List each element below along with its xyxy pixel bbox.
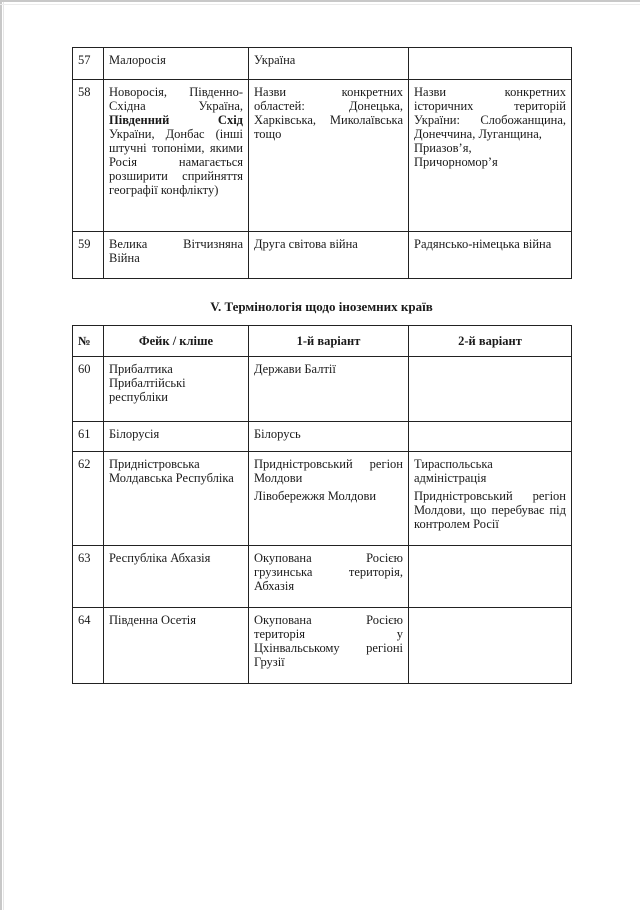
section-title: V. Термінологія щодо іноземних країв <box>210 299 433 314</box>
fake-cell: Малоросія <box>104 48 249 80</box>
table-row <box>73 546 572 608</box>
table-row <box>73 232 572 279</box>
column-header-number: № <box>73 326 104 357</box>
variant2-cell <box>409 608 572 684</box>
foreign-countries-terminology-table <box>72 325 572 684</box>
page-edge <box>0 0 2 910</box>
table-row <box>73 422 572 452</box>
row-number: 61 <box>73 422 104 452</box>
fake-cell: Білорусія <box>104 422 249 452</box>
table-row <box>73 452 572 546</box>
variant2-text: Причорномор’я <box>414 155 498 169</box>
table-row <box>73 357 572 422</box>
variant2-cell <box>409 48 572 80</box>
table-row <box>73 80 572 232</box>
variant1-cell: Держави Балтії <box>249 357 409 422</box>
fake-cell: Велика Вітчизняна Війна <box>104 232 249 279</box>
variant1-cell: Назви конкретних областей: Донецька, Харківська, Миколаївська тощо <box>249 80 409 232</box>
page-edge <box>0 0 640 2</box>
fake-text: Прибалтика <box>109 362 173 376</box>
fake-cell <box>104 80 249 232</box>
variant1-cell: Україна <box>249 48 409 80</box>
column-header-fake: Фейк / кліше <box>104 326 249 357</box>
variant2-text: Тираспольська адміністрація <box>414 457 493 485</box>
variant2-cell <box>409 357 572 422</box>
variant2-text: Приазов’я, <box>414 141 472 155</box>
column-header-variant1: 1-й варіант <box>249 326 409 357</box>
variant2-cell <box>409 546 572 608</box>
fake-cell: Придністровська Молдавська Республіка <box>104 452 249 546</box>
fake-text-bold: Південний Схід <box>109 113 243 127</box>
variant1-cell: Окупована Росією грузинська територія, Абхазія <box>249 546 409 608</box>
fake-text: Прибалтійські республіки <box>109 376 186 404</box>
fake-cell: Республіка Абхазія <box>104 546 249 608</box>
variant1-cell: Окупована Росією територія у Цхінвальському регіоні Грузії <box>249 608 409 684</box>
column-header-variant2: 2-й варіант <box>409 326 572 357</box>
table-header-row <box>73 326 572 357</box>
row-number: 64 <box>73 608 104 684</box>
table-row <box>73 608 572 684</box>
variant2-cell: Радянсько-німецька війна <box>409 232 572 279</box>
fake-text: України, Донбас (інші штучні топоніми, якими Росія намагається розширити сприйняття географії конфлікту) <box>109 127 243 197</box>
fake-cell: Південна Осетія <box>104 608 249 684</box>
page-edge <box>3 0 4 910</box>
page-edge <box>0 4 640 5</box>
row-number: 59 <box>73 232 104 279</box>
row-number: 57 <box>73 48 104 80</box>
row-number: 58 <box>73 80 104 232</box>
variant2-cell <box>409 80 572 232</box>
variant1-cell <box>249 452 409 546</box>
variant2-cell <box>409 452 572 546</box>
variant1-text: Лівобережжя Молдови <box>254 489 377 503</box>
variant1-cell: Друга світова війна <box>249 232 409 279</box>
fake-text: Новоросія, Південно-Східна Україна, <box>109 85 243 113</box>
variant1-cell: Білорусь <box>249 422 409 452</box>
variant2-text: Назви конкретних історичних територій України: Слобожанщина, Донеччина, Луганщина, <box>414 85 566 141</box>
row-number: 60 <box>73 357 104 422</box>
terminology-table-continued <box>72 47 572 279</box>
variant2-text: Придністровський регіон Молдови, що перебуває під контролем Росії <box>414 489 566 531</box>
variant2-cell <box>409 422 572 452</box>
row-number: 63 <box>73 546 104 608</box>
table-row <box>73 48 572 80</box>
variant1-text: Придністровський регіон Молдови <box>254 457 403 485</box>
fake-cell <box>104 357 249 422</box>
row-number: 62 <box>73 452 104 546</box>
